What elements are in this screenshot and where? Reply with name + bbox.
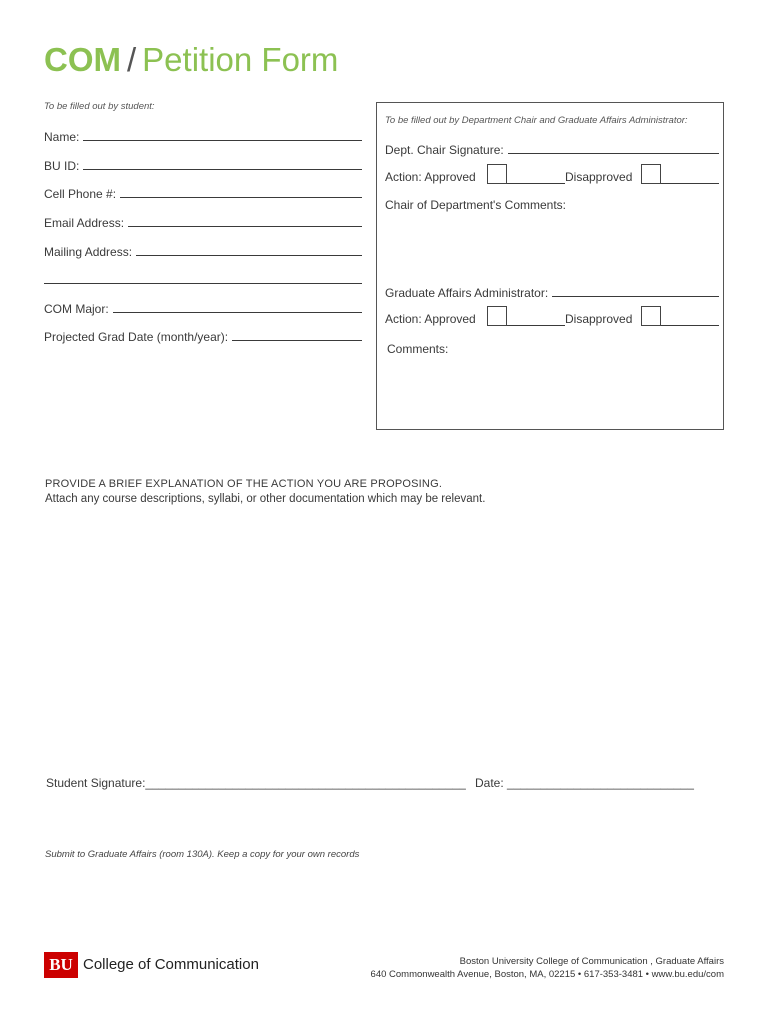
email-field[interactable]: [44, 212, 362, 230]
chair-disapproved-checkbox[interactable]: [641, 164, 661, 184]
cell-phone-field[interactable]: [44, 183, 362, 201]
chair-disapproved-label: Disapproved: [565, 170, 633, 184]
chair-approved-checkbox[interactable]: [487, 164, 507, 184]
chair-approved-line: [507, 183, 565, 184]
grad-admin-line[interactable]: [552, 296, 719, 297]
mailing-address-line[interactable]: [136, 254, 362, 256]
page-title: [44, 40, 338, 80]
com-major-field[interactable]: [44, 298, 362, 316]
chair-disapproved-line: [661, 183, 719, 184]
date-field[interactable]: Date: ____________________________: [475, 776, 694, 790]
admin-disapproved-checkbox[interactable]: [641, 306, 661, 326]
name-label: Name:: [44, 130, 80, 144]
footer-line-1: Boston University College of Communication , Graduate Affairs: [459, 956, 724, 967]
admin-disapproved-label: Disapproved: [565, 312, 633, 326]
admin-comments-label: Comments:: [387, 342, 449, 356]
admin-disapproved-line: [661, 325, 719, 326]
name-field[interactable]: [44, 126, 362, 144]
cell-phone-label: Cell Phone #:: [44, 187, 117, 201]
buid-line[interactable]: [83, 168, 362, 170]
chair-signature-field[interactable]: [385, 139, 719, 157]
mailing-address-line-2[interactable]: [44, 283, 362, 284]
title-slash: /: [127, 41, 137, 78]
admin-approved-line: [507, 325, 565, 326]
cell-phone-line[interactable]: [120, 196, 362, 198]
bu-logo: BU: [44, 952, 78, 978]
footer-contact: [371, 955, 724, 981]
admin-action-row: [385, 302, 719, 328]
chair-signature-line[interactable]: [508, 153, 719, 154]
chair-comments-label: Chair of Department's Comments:: [385, 198, 567, 212]
chair-action-approved-label: Action: Approved: [385, 170, 476, 184]
student-signature-field[interactable]: Student Signature:________________________________________________: [46, 776, 466, 790]
grad-date-line[interactable]: [232, 339, 362, 341]
grad-admin-field[interactable]: [385, 282, 719, 300]
grad-admin-label: Graduate Affairs Administrator:: [385, 286, 549, 300]
title-com: COM: [44, 41, 121, 78]
buid-field[interactable]: [44, 155, 362, 173]
instructions-heading: PROVIDE A BRIEF EXPLANATION OF THE ACTION YOU ARE PROPOSING.: [45, 478, 443, 490]
name-line[interactable]: [83, 139, 362, 141]
mailing-address-label: Mailing Address:: [44, 245, 133, 259]
com-major-label: COM Major:: [44, 302, 109, 316]
buid-label: BU ID:: [44, 159, 80, 173]
student-section-heading: To be filled out by student:: [44, 101, 155, 112]
submit-note: Submit to Graduate Affairs (room 130A). Keep a copy for your own records: [45, 849, 360, 860]
admin-section-heading: To be filled out by Department Chair and Graduate Affairs Administrator:: [385, 115, 688, 126]
instructions-text: Attach any course descriptions, syllabi, or other documentation which may be relevant.: [45, 493, 486, 505]
com-major-line[interactable]: [113, 311, 362, 313]
footer-line-2: 640 Commonwealth Avenue, Boston, MA, 02215 • 617-353-3481 • www.bu.edu/com: [370, 969, 724, 980]
email-label: Email Address:: [44, 216, 125, 230]
mailing-address-field[interactable]: [44, 241, 362, 259]
admin-action-approved-label: Action: Approved: [385, 312, 476, 326]
chair-signature-label: Dept. Chair Signature:: [385, 143, 504, 157]
grad-date-label: Projected Grad Date (month/year):: [44, 330, 229, 344]
admin-approved-checkbox[interactable]: [487, 306, 507, 326]
email-line[interactable]: [128, 225, 362, 227]
chair-action-row: [385, 160, 719, 186]
grad-date-field[interactable]: [44, 326, 362, 344]
title-petition-form: Petition Form: [142, 41, 339, 78]
college-name: College of Communication: [83, 956, 259, 973]
